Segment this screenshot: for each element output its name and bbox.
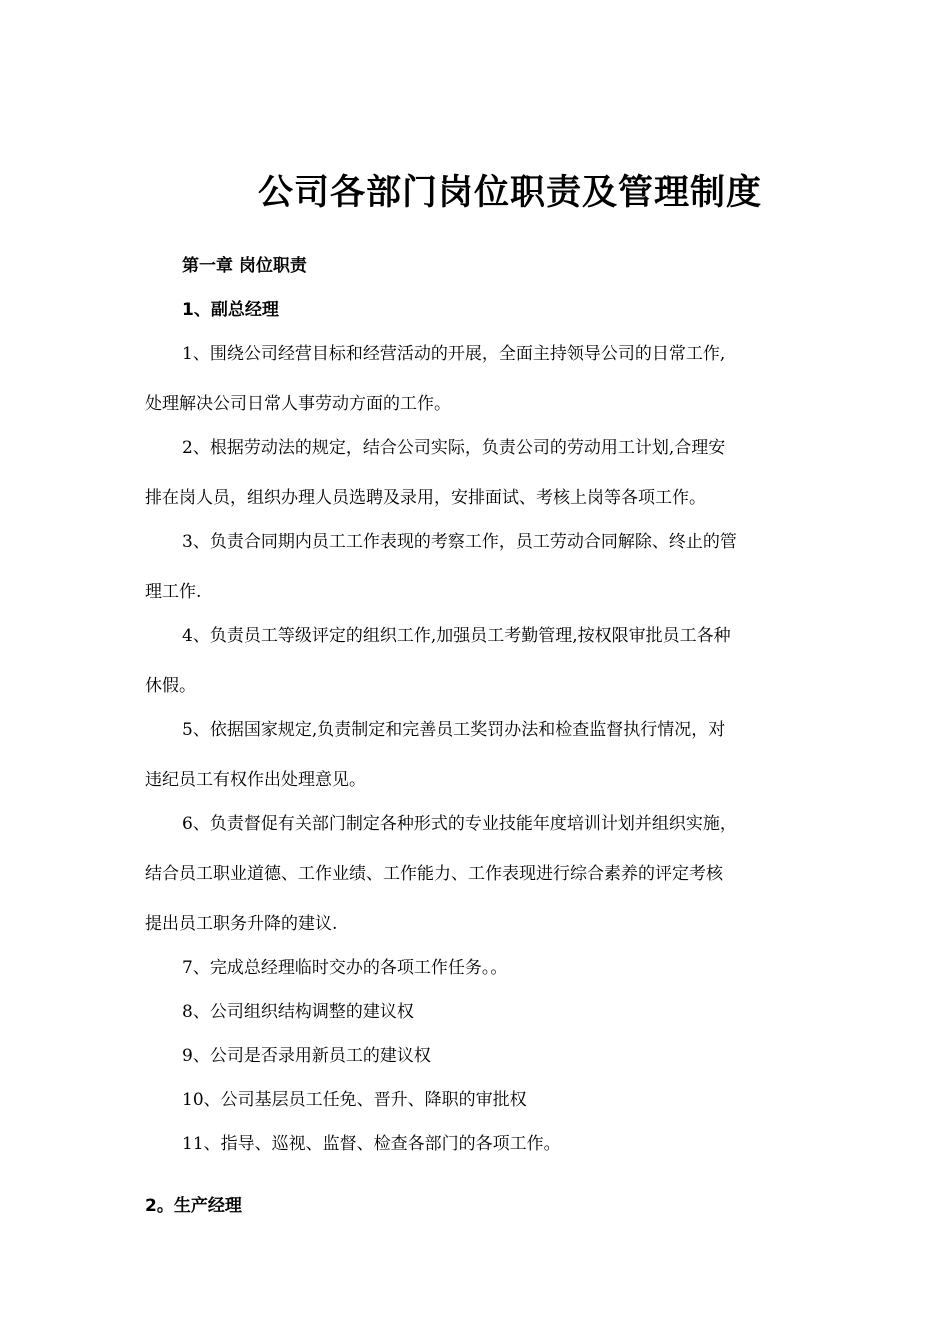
section-heading-deputy-gm: 1、副总经理: [182, 300, 279, 320]
item-1-line-1: 1、围绕公司经营目标和经营活动的开展，全面主持领导公司的日常工作,: [182, 344, 726, 364]
item-1-line-2: 处理解决公司日常人事劳动方面的工作。: [145, 394, 451, 414]
item-2-line-1: 2、根据劳动法的规定，结合公司实际，负责公司的劳动用工计划,合理安: [182, 438, 726, 458]
item-5-line-1: 5、依据国家规定,负责制定和完善员工奖罚办法和检查监督执行情况，对: [182, 720, 726, 740]
item-6-line-3: 提出员工职务升降的建议.: [145, 914, 338, 934]
item-9: 9、公司是否录用新员工的建议权: [182, 1046, 431, 1066]
item-2-line-2: 排在岗人员，组织办理人员选聘及录用，安排面试、考核上岗等各项工作。: [145, 488, 706, 508]
item-10: 10、公司基层员工任免、晋升、降职的审批权: [182, 1090, 527, 1110]
item-6-line-1: 6、负责督促有关部门制定各种形式的专业技能年度培训计划并组织实施，: [182, 814, 737, 834]
item-3-line-1: 3、负责合同期内员工工作表现的考察工作，员工劳动合同解除、终止的管: [182, 532, 737, 552]
chapter-heading: 第一章 岗位职责: [182, 256, 307, 276]
item-6-line-2: 结合员工职业道德、工作业绩、工作能力、工作表现进行综合素养的评定考核: [145, 864, 723, 884]
section-heading-production-manager: 2。生产经理: [145, 1196, 242, 1216]
item-7: 7、完成总经理临时交办的各项工作任务。。: [182, 958, 508, 978]
item-8: 8、公司组织结构调整的建议权: [182, 1002, 414, 1022]
item-4-line-2: 休假。: [145, 676, 196, 696]
item-3-line-2: 理工作.: [145, 582, 202, 602]
document-title: 公司各部门岗位职责及管理制度: [257, 172, 762, 213]
item-11: 11、指导、巡视、监督、检查各部门的各项工作。: [182, 1134, 561, 1154]
item-5-line-2: 违纪员工有权作出处理意见。: [145, 770, 366, 790]
item-4-line-1: 4、负责员工等级评定的组织工作,加强员工考勤管理,按权限审批员工各种: [182, 626, 731, 646]
